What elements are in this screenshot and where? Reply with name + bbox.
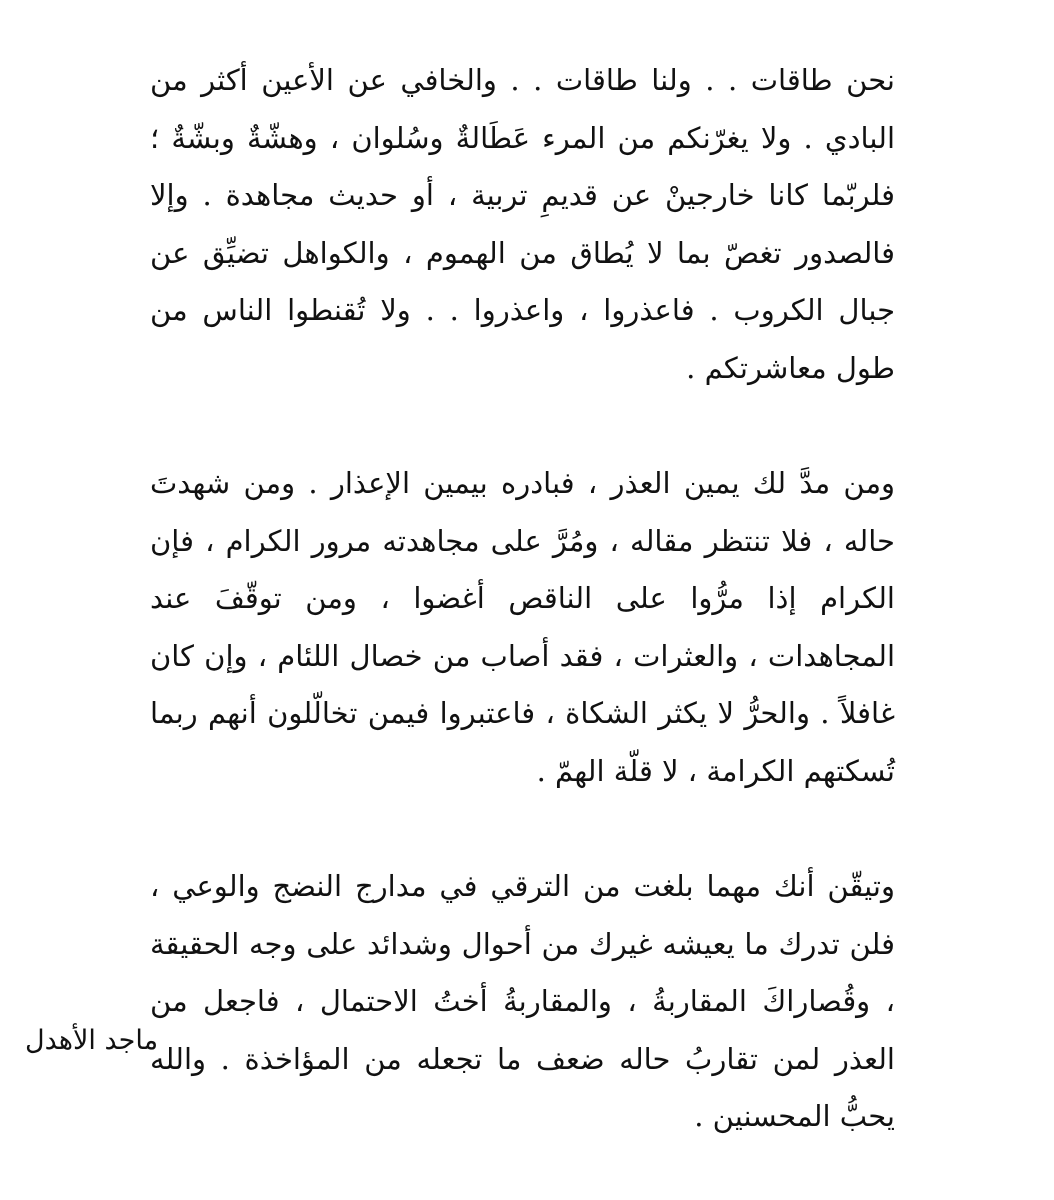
paragraph-2: ومن مدَّ لك يمين العذر ، فبادره بيمين الإعذار . ومن شهدتَ حاله ، فلا تنتظر مقاله ، ومُرَّ على مجاهدته مرور الكرام ، فإن الكرام إذا مرُّوا على الناقص أغضوا ، ومن توقّفَ عند المجاهدات ، والعثرات ، فقد أصاب من خصال اللئام ، وإن كان غافلاً . والحرُّ لا يكثر الشكاة ، فاعتبروا فيمن تخالّلون أنهم ربما تُسكتهم الكرامة ، لا قلّة الهمّ . — [150, 466, 896, 788]
document-page — [150, 52, 895, 1182]
paragraph-3: وتيقّن أنك مهما بلغت من الترقي في مدارج النضج والوعي ، فلن تدرك ما يعيشه غيرك من أحوال وشدائد على وجه الحقيقة ، وقُصاراكَ المقاربةُ ، والمقاربةُ أختُ الاحتمال ، فاجعل من العذر لمن تقاربُ حاله ضعف ما تجعله من المؤاخذة . والله يحبُّ المحسنين . — [150, 869, 895, 1133]
paragraph-1: نحن طاقات . . ولنا طاقات . . والخافي عن الأعين أكثر من البادي . ولا يغرّنكم من المرء عَطَالةٌ وسُلوان ، وهشّةٌ وبشّةٌ ؛ فلربّما كانا خارجينْ عن قديمِ تربية ، أو حديث مجاهدة . وإلا فالصدور تغصّ بما لا يُطاق من الهموم ، والكواهل تضيِّق عن جبال الكروب . فاعذروا ، واعذروا . . ولا تُقنطوا الناس من طول معاشرتكم . — [150, 63, 895, 385]
author-signature: ماجد الأهدل — [25, 1025, 159, 1056]
